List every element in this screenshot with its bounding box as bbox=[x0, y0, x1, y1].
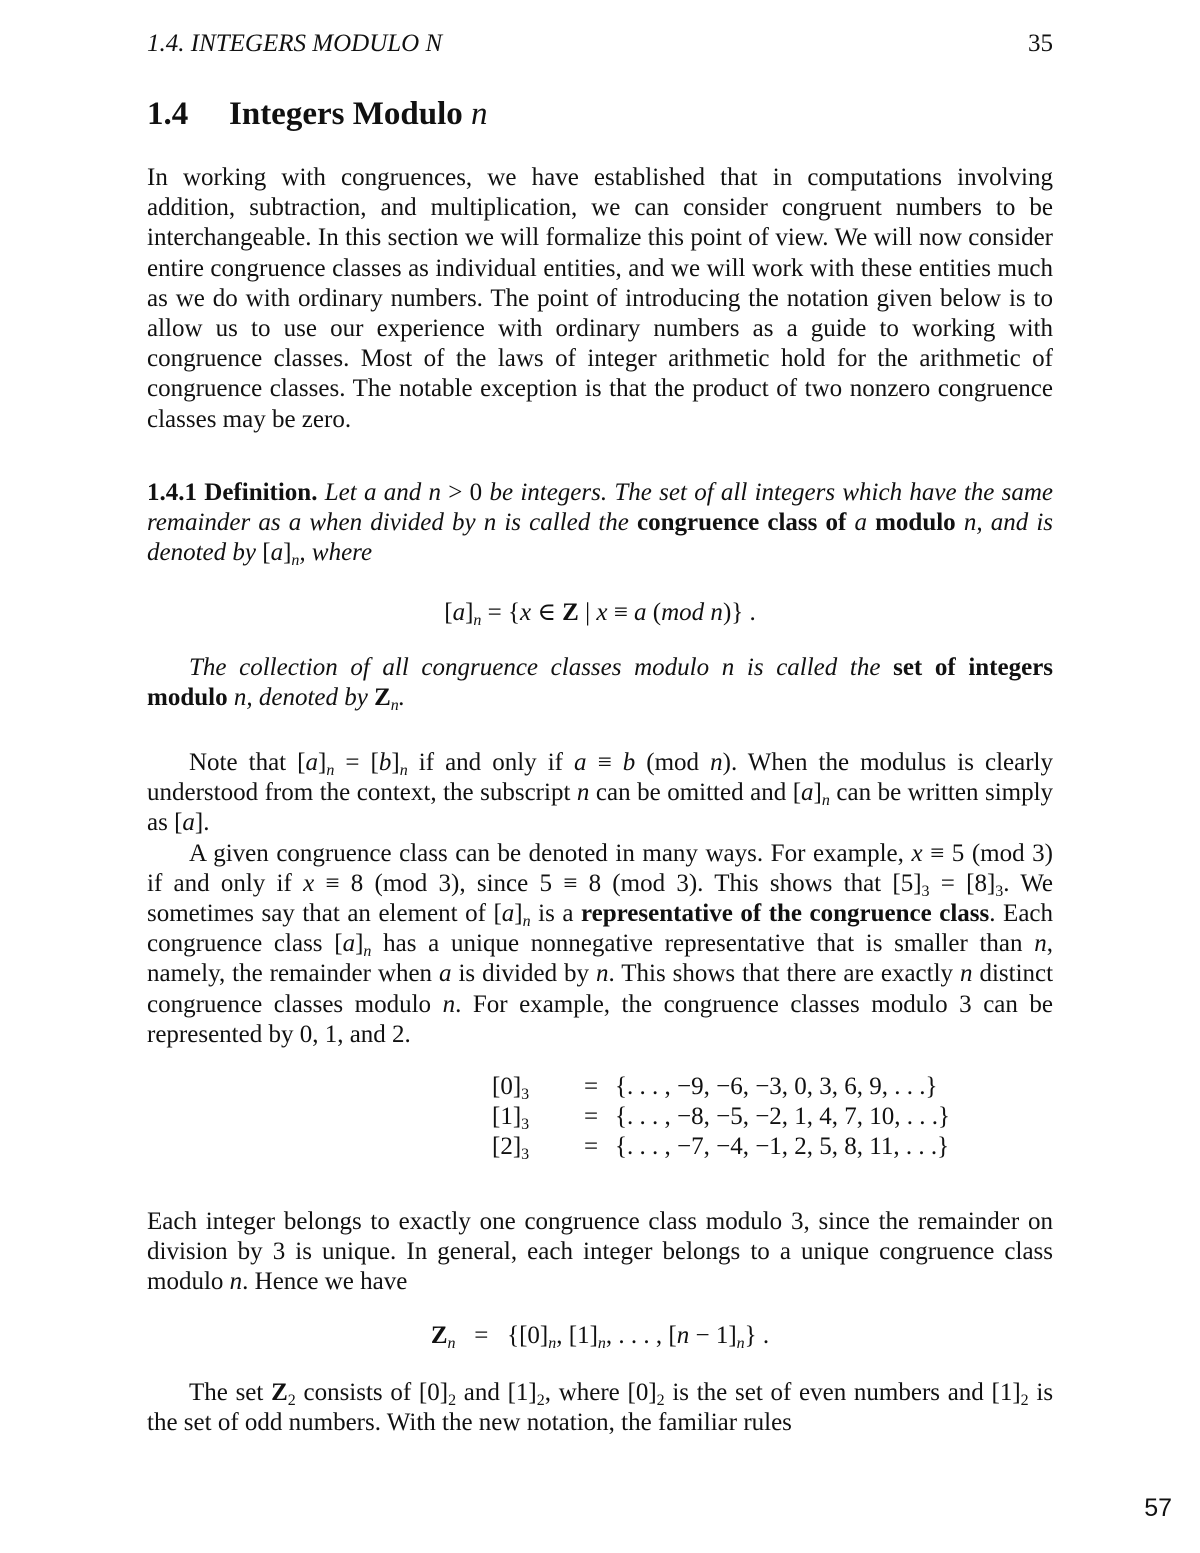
class-row: $[0]_3$ = {. . . , −9, −6, −3, 0, 3, 6, 9, . . .} bbox=[492, 1073, 938, 1103]
section-title-var: n bbox=[471, 96, 488, 132]
term-congruence-class: congruence class of bbox=[637, 509, 847, 537]
intro-text: In working with congruences, we have established that in computations involving addition, subtraction, and multiplication, we can consider congruent numbers to be interchangeable. In this section we will formalize this point of view. We will now consider entire congruence classes as individual entities, and we will work with these entities much as we do with ordinary numbers. The point of introducing the notation given below is to allow us to use our experience with ordinary numbers as a guide to working with congruence classes. Most of the laws of integer arithmetic hold for the arithmetic of congruence classes. The notable exception is that the product of two nonzero congruence classes may be zero. bbox=[147, 164, 1053, 433]
definition-block-2 bbox=[147, 653, 1053, 713]
corner-page-number: 57 bbox=[1144, 1494, 1172, 1522]
running-title: 1.4. INTEGERS MODULO N bbox=[147, 30, 443, 57]
section-title-text: Integers Modulo bbox=[229, 96, 463, 132]
running-head bbox=[147, 30, 1053, 58]
definition-paragraph-2: The collection of all congruence classes modulo n is called the set of integers modulo n, denoted by $Z_n$. bbox=[147, 654, 1054, 715]
term-representative: representative of the congruence class bbox=[581, 900, 990, 928]
definition-formula: $[a]_n = \{x$ ∈ Z | x ≡ a (mod n)} . bbox=[444, 599, 756, 629]
given-paragraph: A given congruence class can be denoted in many ways. For example, x ≡ 5 (mod 3) if and only if x ≡ 8 (mod 3), since 5 ≡ 8 (mod 3). This shows that $[5]_3 = [8]_3$. We sometimes say that an element of $[a]_n$ is a representative of the congruence class. Each congruence class $[a]_n$ has a unique nonnegative representative that is smaller than n, namely, the remainder when a is divided by n. This shows that there are exactly n distinct congruence classes modulo n. For example, the congruence classes modulo 3 can be represented by 0, 1, and 2. bbox=[147, 839, 1054, 1048]
zn-formula: $Z_n = \{[0]_n$, $[1]_n$, . . . , $[n - 1]_n$} . bbox=[430, 1322, 770, 1352]
each-paragraph: Each integer belongs to exactly one congruence class modulo 3, since the remainder on division by 3 is unique. In general, each integer belongs to a unique congruence class modulo n. Hence we have bbox=[147, 1208, 1053, 1296]
definition-block bbox=[147, 478, 1053, 569]
definition-label: 1.4.1 Definition. bbox=[147, 479, 318, 506]
note-paragraph: Note that $[a]_n = [b]_n$ if and only if a ≡ b (mod n). When the modulus is clearly understood from the context, the subscript n can be omitted and $[a]_n$ can be written simply as [a]. A given congruence class can be denoted in many ways. For example, x ≡ 5 (mod 3) if and only if x ≡ 8 (mod 3), since 5 ≡ 8 (mod 3). This shows that $[5]_3 = [8]_3$. We sometimes say that an element of $[a]_n$ is a representative of the congruence class. Each congruence class $[a]_n$ has a unique nonnegative representative that is smaller than n, namely, the remainder when a is divided by n. This shows that there are exactly n distinct congruence classes modulo n. For example, the congruence classes modulo 3 can be represented by 0, 1, and 2. bbox=[147, 748, 1053, 1050]
section-number: 1.4 bbox=[147, 96, 189, 132]
z2-paragraph: The set $Z_2$ consists of $[0]_2$ and $[1]_2$, where $[0]_2$ is the set of even numbers and $[1]_2$ is the set of odd numbers. With the new notation, the familiar rules bbox=[147, 1379, 1054, 1437]
term-integers-modulo: set of integers modulo bbox=[147, 654, 1054, 712]
page-number: 35 bbox=[1028, 30, 1053, 57]
class-row: $[2]_3$ = {. . . , −7, −4, −1, 2, 5, 8, 11, . . .} bbox=[492, 1133, 950, 1163]
section-title bbox=[147, 96, 488, 133]
class-row: $[1]_3$ = {. . . , −8, −5, −2, 1, 4, 7, 10, . . .} bbox=[492, 1103, 951, 1133]
congruence-classes-mod3 bbox=[492, 1072, 950, 1162]
definition-paragraph: 1.4.1 Definition. Let a and n > 0 be integers. The set of all integers which have the same remainder as a when divided by n is called the congruence class of a modulo n, and is denoted by $[a]_n$, where bbox=[147, 479, 1054, 570]
intro-paragraph bbox=[147, 163, 1053, 435]
